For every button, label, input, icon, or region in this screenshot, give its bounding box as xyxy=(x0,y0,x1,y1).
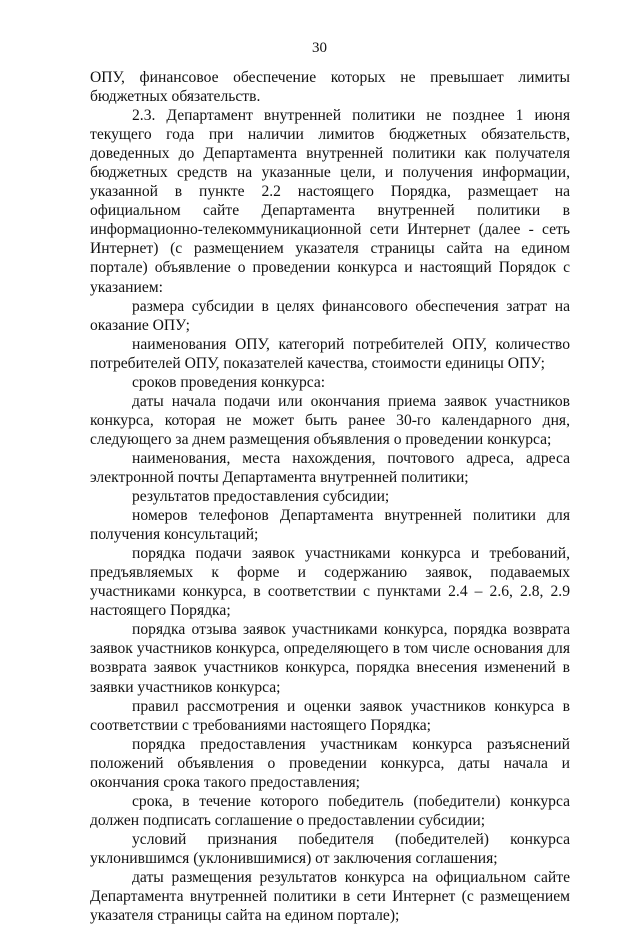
list-item-withdrawal-procedure: порядка отзыва заявок участниками конкурса, порядка возврата заявок участников конкурса, определяющего в том числе основания для возврата заявок участников конкурса, порядка внесения изменений в заявки участников конкурса; xyxy=(90,621,570,696)
list-item-application-procedure: порядка подачи заявок участниками конкурса и требований, предъявляемых к форме и содержанию заявок, подаваемых участниками конкурса, в соответствии с пунктами 2.4 – 2.6, 2.8, 2.9 настоящего Порядка; xyxy=(90,545,570,620)
list-item-subsidy-amount: размера субсидии в целях финансового обеспечения затрат на оказание ОПУ; xyxy=(90,297,570,334)
page-number: 30 xyxy=(312,40,327,56)
list-item-contest-terms: сроков проведения конкурса: xyxy=(132,373,326,391)
list-item-department-contacts: наименования, места нахождения, почтового адреса, адреса электронной почты Департамента внутренней политики; xyxy=(90,449,570,486)
document-body xyxy=(90,68,570,925)
list-item-application-dates: даты начала подачи или окончания приема заявок участников конкурса, которая не может быть ранее 30-го календарного дня, следующего за днем размещения объявления о проведении конкурса; xyxy=(90,392,570,448)
list-item-evasion-conditions: условий признания победителя (победителей) конкурса уклонившимся (уклонившимися) от заключения соглашения; xyxy=(90,830,570,867)
list-item-signing-deadline: срока, в течение которого победитель (победители) конкурса должен подписать соглашение о предоставлении субсидии; xyxy=(90,792,570,829)
list-item-clarification-procedure: порядка предоставления участникам конкурса разъяснений положений объявления о проведении конкурса, даты начала и окончания срока такого предоставления; xyxy=(90,735,570,791)
paragraph-continuation: ОПУ, финансовое обеспечение которых не превышает лимиты бюджетных обязательств. xyxy=(90,69,570,106)
list-item-evaluation-rules: правил рассмотрения и оценки заявок участников конкурса в соответствии с требованиями настоящего Порядка; xyxy=(90,697,570,734)
list-item-phone-numbers: номеров телефонов Департамента внутренней политики для получения консультаций; xyxy=(90,507,570,544)
list-item-service-names: наименования ОПУ, категорий потребителей ОПУ, количество потребителей ОПУ, показателей качества, стоимости единицы ОПУ; xyxy=(90,335,570,372)
paragraph-clause-2-3: 2.3. Департамент внутренней политики не позднее 1 июня текущего года при наличии лимитов бюджетных обязательств, доведенных до Департамента внутренней политики как получателя бюджетных средств на указанные цели, и получения информации, указанной в пункте 2.2 настоящего Порядка, размещает на официальном сайте Департамента внутренней политики в информационно-телекоммуникационной сети Интернет (далее - сеть Интернет) (с размещением указателя страницы сайта на едином портале) объявление о проведении конкурса и настоящий Порядок с указанием: xyxy=(90,107,570,296)
list-item-subsidy-results: результатов предоставления субсидии; xyxy=(132,488,390,506)
list-item-results-publication: даты размещения результатов конкурса на официальном сайте Департамента внутренней политики в сети Интернет (с размещением указателя страницы сайта на едином портале); xyxy=(90,868,570,925)
